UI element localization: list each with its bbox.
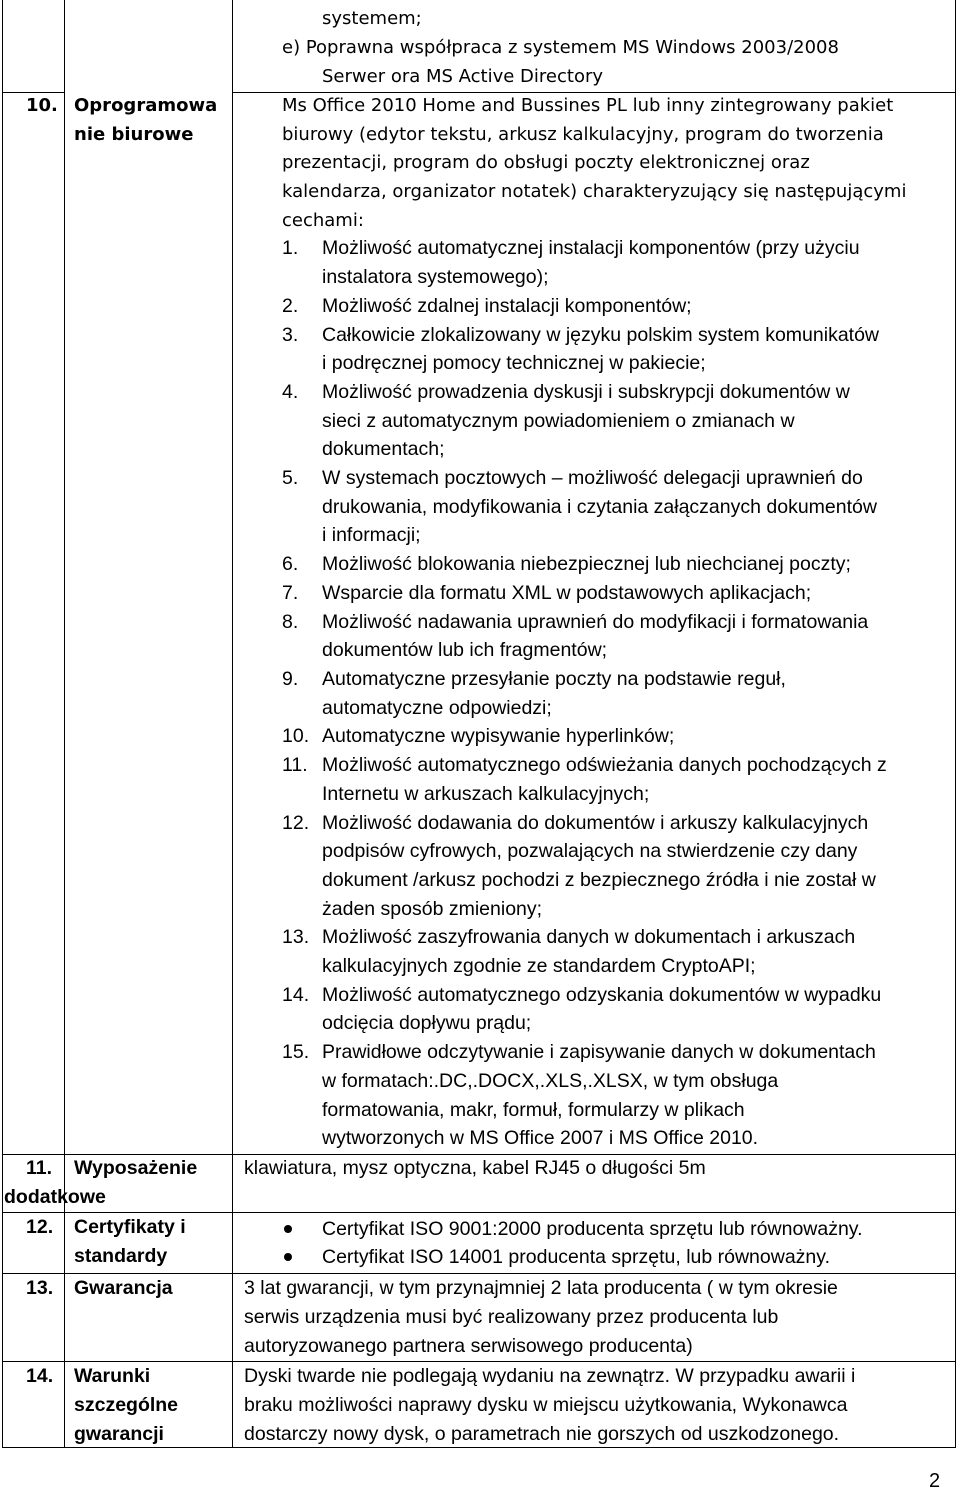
row10-intro-line: prezentacji, program do obsługi poczty elektronicznej oraz xyxy=(282,152,810,173)
bullet-item: Certyfikat ISO 14001 producenta sprzętu, lub równoważny. xyxy=(322,1246,830,1268)
row10-intro-line: biurowy (edytor tekstu, arkusz kalkulacyjny, program do tworzenia xyxy=(282,124,884,145)
row14-line: Dyski twarde nie podlegają wydaniu na zewnątrz. W przypadku awarii i xyxy=(244,1365,856,1387)
row-number: 13. xyxy=(26,1277,54,1299)
list-item-number: 9. xyxy=(282,668,299,690)
row13-line: serwis urządzenia musi być realizowany przez producenta lub xyxy=(244,1306,779,1328)
continuation-line: e) Poprawna współpraca z systemem MS Windows 2003/2008 xyxy=(282,37,839,58)
list-item-number: 15. xyxy=(282,1041,310,1063)
list-item-text: Automatyczne przesyłanie poczty na podstawie reguł, xyxy=(322,668,786,690)
row14-line: dostarczy nowy dysk, o parametrach nie gorszych od uszkodzonego. xyxy=(244,1423,840,1445)
list-item-text: automatyczne odpowiedzi; xyxy=(322,697,552,719)
row10-intro-line: Ms Office 2010 Home and Bussines PL lub inny zintegrowany pakiet xyxy=(282,95,894,116)
list-item-text: wytworzonych w MS Office 2007 i MS Office 2010. xyxy=(322,1127,759,1149)
list-item-text: instalatora systemowego); xyxy=(322,266,549,288)
row13-line: 3 lat gwarancji, w tym przynajmniej 2 lata producenta ( w tym okresie xyxy=(244,1277,838,1299)
list-item-text: dokumentów lub ich fragmentów; xyxy=(322,639,608,661)
list-item-number: 4. xyxy=(282,381,299,403)
row11-text: klawiatura, mysz optyczna, kabel RJ45 o długości 5m xyxy=(244,1157,706,1179)
list-item-text: Możliwość prowadzenia dyskusji i subskrypcji dokumentów w xyxy=(322,381,850,403)
list-item-number: 3. xyxy=(282,324,299,346)
list-item-number: 11. xyxy=(282,754,308,776)
list-item-number: 2. xyxy=(282,295,299,317)
list-item-number: 14. xyxy=(282,984,310,1006)
list-item-text: podpisów cyfrowych, pozwalających na stwierdzenie czy dany xyxy=(322,840,858,862)
list-item-number: 5. xyxy=(282,467,299,489)
row-number: 10. xyxy=(26,95,58,116)
list-item-text: Automatyczne wypisywanie hyperlinków; xyxy=(322,725,675,747)
list-item-text: Możliwość automatycznego odświeżania danych pochodzących z xyxy=(322,754,887,776)
list-item-text: Wsparcie dla formatu XML w podstawowych aplikacjach; xyxy=(322,582,812,604)
list-item-text: odcięcia dopływu prądu; xyxy=(322,1012,532,1034)
row-label: nie biurowe xyxy=(74,124,194,145)
list-item-text: dokumentach; xyxy=(322,438,445,460)
row-label: standardy xyxy=(74,1245,168,1267)
table-border-left xyxy=(2,0,3,1448)
list-item-number: 6. xyxy=(282,553,299,575)
table-border-col2 xyxy=(232,0,233,1448)
list-item-text: Internetu w arkuszach kalkulacyjnych; xyxy=(322,783,650,805)
list-item-text: Możliwość zaszyfrowania danych w dokumentach i arkuszach xyxy=(322,926,856,948)
row-label: Wyposażenie xyxy=(74,1157,198,1179)
list-item-text: żaden sposób zmieniony; xyxy=(322,898,543,920)
list-item-text: Możliwość automatycznego odzyskania dokumentów w wypadku xyxy=(322,984,882,1006)
continuation-line: Serwer ora MS Active Directory xyxy=(322,66,604,87)
row-label: Warunki xyxy=(74,1365,151,1387)
row13-line: autoryzowanego partnera serwisowego producenta) xyxy=(244,1335,693,1357)
list-item-text: Możliwość zdalnej instalacji komponentów; xyxy=(322,295,692,317)
list-item-text: Możliwość nadawania uprawnień do modyfikacji i formatowania xyxy=(322,611,869,633)
row-number: 14. xyxy=(26,1365,54,1387)
continuation-line: systemem; xyxy=(322,8,422,29)
row10-intro-line: cechami: xyxy=(282,210,364,231)
list-item-text: kalkulacyjnych zgodnie ze standardem CryptoAPI; xyxy=(322,955,756,977)
list-item-text: drukowania, modyfikowania i czytania załączanych dokumentów xyxy=(322,496,877,518)
list-item-text: i informacji; xyxy=(322,524,421,546)
list-item-text: formatowania, makr, formuł, formularzy w plikach xyxy=(322,1099,745,1121)
table-border-right xyxy=(955,0,956,1448)
list-item-text: i podręcznej pomocy technicznej w pakiecie; xyxy=(322,352,706,374)
row-label: Oprogramowa xyxy=(74,95,218,116)
list-item-text: sieci z automatycznym powiadomieniem o zmianach w xyxy=(322,410,795,432)
list-item-number: 8. xyxy=(282,611,299,633)
table-border-col1 xyxy=(64,0,65,1448)
row-number: 11. xyxy=(26,1157,53,1179)
row-label: gwarancji xyxy=(74,1423,164,1445)
list-item-text: w formatach:.DC,.DOCX,.XLS,.XLSX, w tym obsługa xyxy=(322,1070,779,1092)
list-item-number: 7. xyxy=(282,582,299,604)
page-number: 2 xyxy=(929,1470,941,1492)
list-item-text: Możliwość dodawania do dokumentów i arkuszy kalkulacyjnych xyxy=(322,812,869,834)
list-item-text: Prawidłowe odczytywanie i zapisywanie danych w dokumentach xyxy=(322,1041,876,1063)
list-item-text: W systemach pocztowych – możliwość delegacji uprawnień do xyxy=(322,467,863,489)
list-item-number: 13. xyxy=(282,926,310,948)
row-label: Certyfikaty i xyxy=(74,1216,186,1238)
list-item-text: Możliwość blokowania niebezpiecznej lub niechcianej poczty; xyxy=(322,553,851,575)
list-item-text: Całkowicie zlokalizowany w języku polskim system komunikatów xyxy=(322,324,880,346)
bullet-icon xyxy=(284,1253,292,1261)
row14-line: braku możliwości naprawy dysku w miejscu użytkowania, Wykonawca xyxy=(244,1394,848,1416)
list-item-number: 10. xyxy=(282,725,310,747)
list-item-number: 1. xyxy=(282,237,299,259)
row-label: Gwarancja xyxy=(74,1277,173,1299)
row-label: szczególne xyxy=(74,1394,179,1416)
list-item-text: Możliwość automatycznej instalacji komponentów (przy użyciu xyxy=(322,237,860,259)
bullet-item: Certyfikat ISO 9001:2000 producenta sprzętu lub równoważny. xyxy=(322,1218,863,1240)
list-item-text: dokument /arkusz pochodzi z bezpiecznego źródła i nie został w xyxy=(322,869,876,891)
row10-intro-line: kalendarza, organizator notatek) charakteryzujący się następującymi xyxy=(282,181,907,202)
list-item-number: 12. xyxy=(282,812,310,834)
row-label: dodatkowe xyxy=(4,1186,106,1208)
row-number: 12. xyxy=(26,1216,54,1238)
bullet-icon xyxy=(284,1225,292,1233)
